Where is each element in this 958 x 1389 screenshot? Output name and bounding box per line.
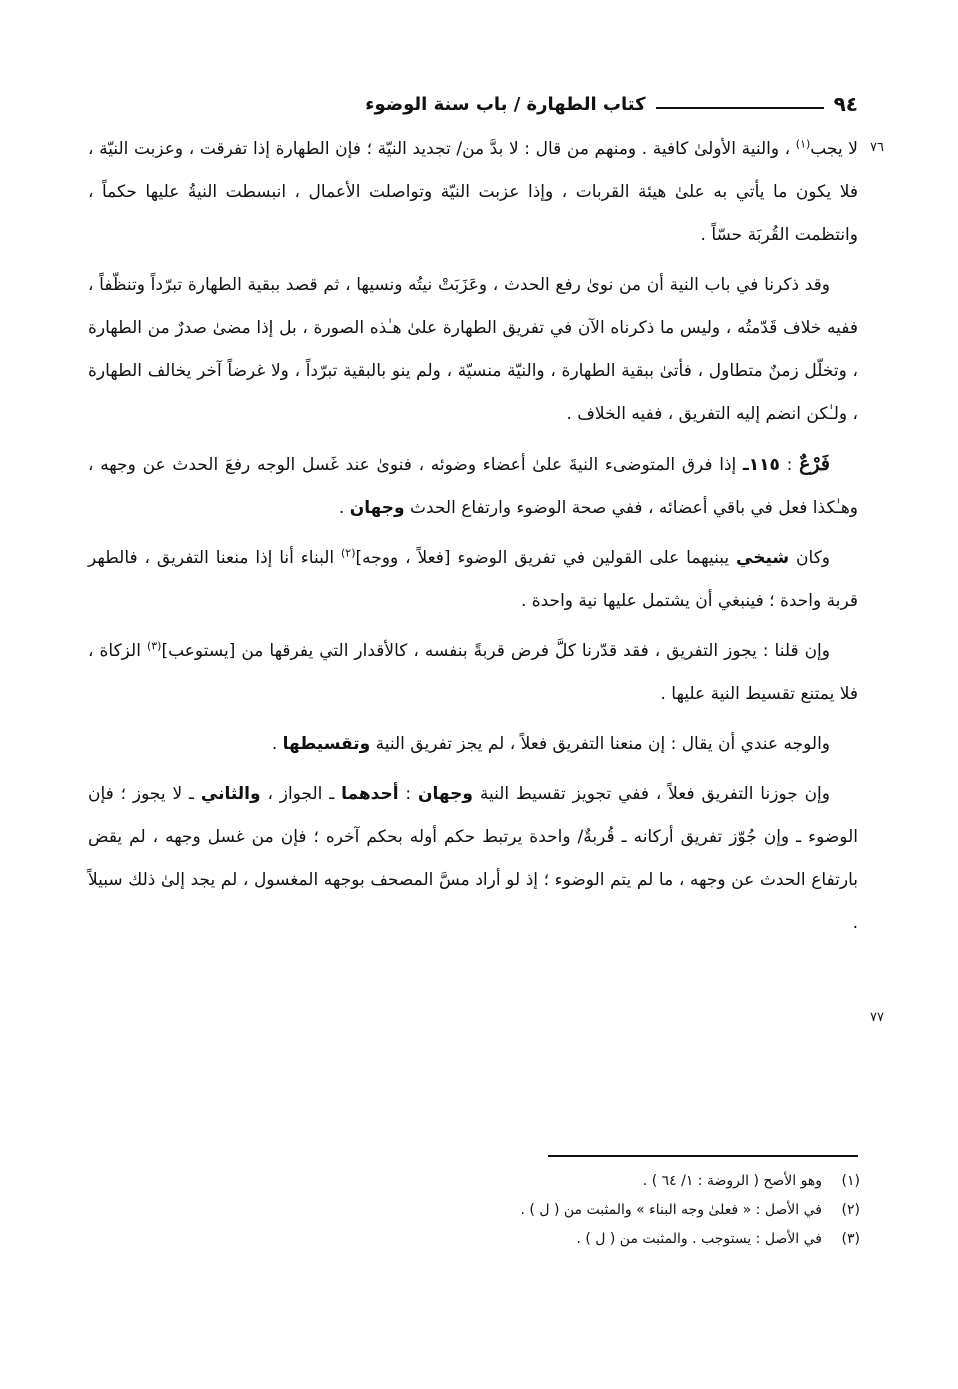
- footnote-item: [300, 1196, 860, 1225]
- text-run: ـ لا يجوز ؛ فإن الوضوء ـ وإن جُوّز تفريق أركانه ـ قُربةٌ/ واحدة يرتبط حكم أوله بحكم آخره ؛ فإن من غسل وجهه ، لم يقض بارتفاع الحدث عن وجهه ، ما لم يتم الوضوء ؛ إذ لو أراد مسَّ المصحف بوجهه المغسول ، لم يجد إلىٰ ذلك سبيلاً .: [88, 784, 858, 933]
- paragraph-5: [88, 630, 858, 716]
- header-rule: [656, 107, 824, 109]
- text-run: ، والنية الأولىٰ كافية . ومنهم من قال : لا بدَّ من/ تجديد النيّة ؛ فإن الطهارة إذا تفرقت ، وعزبت النيّة ، فلا يكون ما يأتي به علىٰ هيئة القربات ، وإذا عزبت النيّة وتواصلت الأعمال ، انبسطت النيةُ عليها حكماً ، وانتظمت القُربَة حسّاً .: [88, 139, 858, 245]
- bold-term: وجهان: [418, 784, 473, 804]
- text-run: وإن قلنا : يجوز التفريق ، فقد قدّرنا كلَّ فرض قربةً بنفسه ، كالأقدار التي يفرقها من [يستوعب]: [161, 641, 830, 661]
- footnote-text: وهو الأصح ( الروضة : ١/ ٦٤ ) .: [642, 1173, 822, 1189]
- text-run: :: [398, 784, 419, 804]
- far-label: فَرْعٌ: [799, 453, 830, 475]
- footnote-number: (٢): [841, 1202, 860, 1218]
- paragraph-3: [88, 443, 858, 530]
- bold-term: وجهان: [349, 498, 405, 518]
- bold-term: شيخي: [736, 548, 790, 568]
- text-run: الزكاة ، فلا يمتنع تقسيط النية عليها .: [88, 641, 858, 704]
- margin-page-ref-77: ٧٧: [870, 1010, 884, 1025]
- paragraph-2: وقد ذكرنا في باب النية أن من نوىٰ رفع الحدث ، وعَزَبَتْ نيتُه ونسيها ، ثم قصد ببقية الطهارة تبرّداً وتنظّفاً ، ففيه خلاف قَدّمتُه ، وليس ما ذكرناه الآن في تفريق الطهارة علىٰ هـٰذه الصورة ، بل إذا مضىٰ صدرٌ من الطهارة ، وتخلّل زمنٌ متطاول ، فأتىٰ ببقية الطهارة ، والنيّة منسيّة ، ولم ينو بالبقية تبرّداً ، ولا غرضاً آخر يخالف الطهارة ، ولـٰكن انضم إليه التفريق ، ففيه الخلاف .: [88, 275, 858, 424]
- footnote-separator: [548, 1155, 858, 1157]
- bold-term: والثاني: [200, 784, 261, 804]
- bold-term: وتقسيطها: [282, 734, 371, 754]
- main-text: [88, 128, 858, 952]
- paragraph-1: [88, 128, 858, 257]
- footnote-item: [300, 1225, 860, 1254]
- text-run: إذا فرق المتوضىء النيةَ علىٰ أعضاء وضوئه ، فنوىٰ عند غَسل الوجه رفعَ الحدث عن وجهه ، وهـٰكذا فعل في باقي أعضائه ، ففي صحة الوضوء وارتفاع الحدث: [88, 455, 858, 518]
- bold-term: أحدهما: [341, 784, 399, 804]
- footnote-number: (١): [841, 1173, 860, 1189]
- text-run: :: [779, 455, 800, 475]
- header-title: كتاب الطهارة / باب سنة الوضوء: [365, 93, 646, 115]
- footnote-text: في الأصل : يستوجب . والمثبت من ( ل ) .: [576, 1231, 822, 1247]
- margin-page-ref-76: ٧٦: [870, 140, 884, 155]
- text-run: والوجه عندي أن يقال : إن منعنا التفريق فعلاً ، لم يجز تفريق النية: [370, 734, 830, 754]
- text-run: وكان: [789, 548, 830, 568]
- paragraph-7: [88, 773, 858, 945]
- page-number: ٩٤: [833, 92, 858, 116]
- footnote-item: [300, 1167, 860, 1196]
- text-run: ـ الجواز ،: [260, 784, 342, 804]
- footnotes: [300, 1167, 860, 1254]
- issue-number: ١١٥ـ: [742, 455, 780, 475]
- text-run: وإن جوزنا التفريق فعلاً ، ففي تجويز تقسيط النية: [472, 784, 830, 804]
- text-run: .: [271, 734, 283, 754]
- footnote-ref-3: (٣): [146, 639, 162, 653]
- footnote-text: في الأصل : « فعلىٰ وجه البناء » والمثبت من ( ل ) .: [520, 1202, 822, 1218]
- running-header: [88, 84, 858, 124]
- text-run: يبنيهما على القولين في تفريق الوضوء [فعلاً ، ووجه]: [355, 548, 737, 568]
- text-run: .: [338, 498, 350, 518]
- footnote-number: (٣): [841, 1231, 860, 1247]
- footnote-ref-1: (١): [795, 137, 811, 151]
- text-run: لا يجب: [810, 139, 858, 159]
- paragraph-6: [88, 723, 858, 766]
- footnote-ref-2: (٢): [341, 546, 356, 560]
- paragraph-4: [88, 537, 858, 623]
- text-run: البناء أنا إذا منعنا التفريق ، فالطهر قربة واحدة ؛ فينبغي أن يشتمل عليها نية واحدة .: [88, 548, 858, 611]
